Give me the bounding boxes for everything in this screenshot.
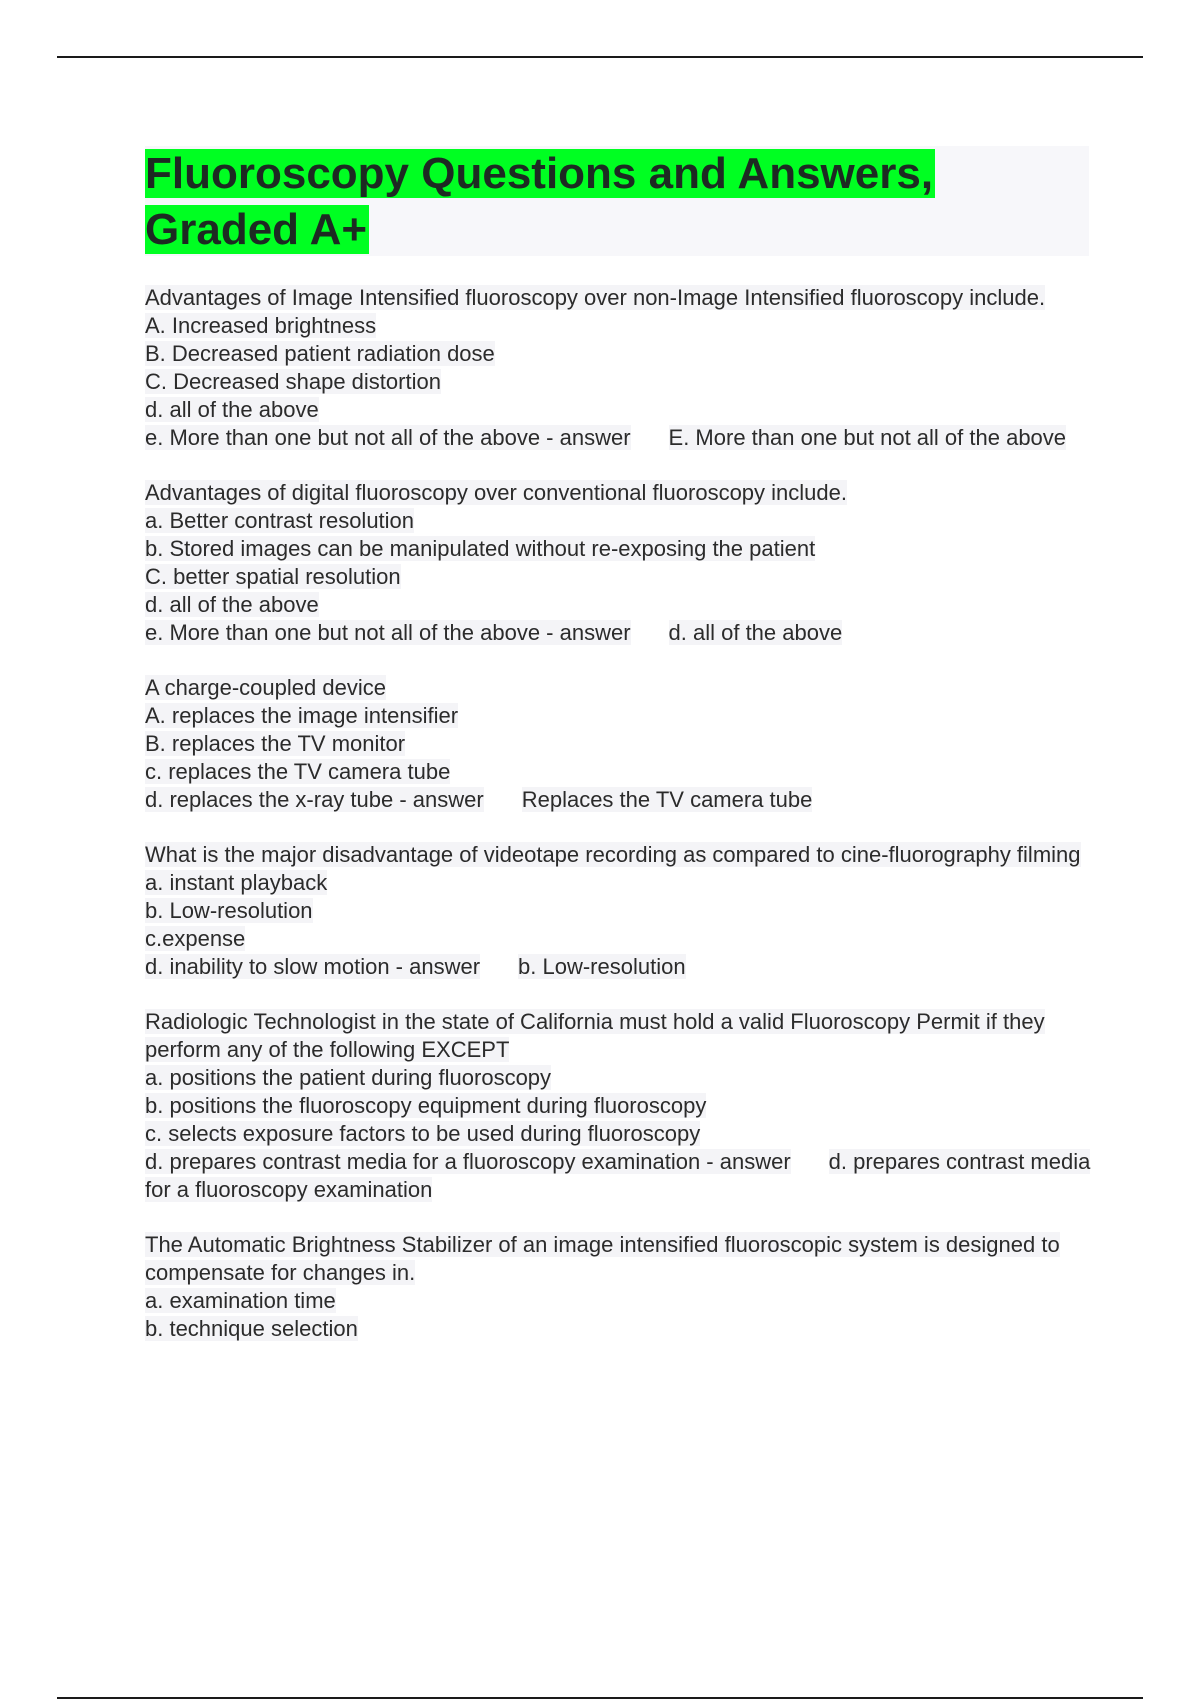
correct-answer: E. More than one but not all of the above [668, 425, 1067, 450]
answer-option: a. Better contrast resolution [145, 508, 415, 533]
answer-line: d. inability to slow motion - answer b. Low-resolution [145, 954, 686, 979]
question-text: The Automatic Brightness Stabilizer of an image intensified fluoroscopic system is designed to compensate for changes in. [145, 1232, 1060, 1285]
answer-option: a. instant playback [145, 870, 328, 895]
question-text: Advantages of digital fluoroscopy over conventional fluoroscopy include. [145, 480, 847, 505]
question-block [145, 1231, 1095, 1343]
correct-answer: Replaces the TV camera tube [521, 787, 813, 812]
answer-line: e. More than one but not all of the above - answer d. all of the above [145, 620, 843, 645]
question-block [145, 841, 1095, 981]
title-highlight: Fluoroscopy Questions and Answers, Graded A+ [145, 149, 934, 254]
answer-option: C. better spatial resolution [145, 564, 401, 589]
correct-answer: d. prepares contrast media for a fluoroscopy examination [145, 1149, 1091, 1202]
answer-option: B. replaces the TV monitor [145, 731, 406, 756]
question-text: Radiologic Technologist in the state of California must hold a valid Fluoroscopy Permit if they perform any of the following EXCEPT [145, 1009, 1045, 1062]
question-text: What is the major disadvantage of videotape recording as compared to cine-fluorography filming [145, 842, 1081, 867]
answer-option: c. selects exposure factors to be used during fluoroscopy [145, 1121, 701, 1146]
question-block [145, 1008, 1095, 1204]
page-title [145, 146, 1089, 258]
document-body [145, 284, 1095, 1370]
answer-option: a. positions the patient during fluoroscopy [145, 1065, 552, 1090]
answer-line: d. replaces the x-ray tube - answer Replaces the TV camera tube [145, 787, 813, 812]
bottom-rule [57, 1697, 1143, 1699]
question-text: A charge-coupled device [145, 675, 386, 700]
answer-option: c.expense [145, 926, 246, 951]
answer-option: a. examination time [145, 1288, 336, 1313]
answer-option: b. Stored images can be manipulated without re-exposing the patient [145, 536, 816, 561]
answer-option: C. Decreased shape distortion [145, 369, 441, 394]
question-block [145, 284, 1095, 452]
correct-answer: b. Low-resolution [518, 954, 686, 979]
answer-option: b. Low-resolution [145, 898, 313, 923]
answer-option: A. replaces the image intensifier [145, 703, 459, 728]
answer-option: B. Decreased patient radiation dose [145, 341, 495, 366]
correct-answer: d. all of the above [668, 620, 843, 645]
answer-option: b. positions the fluoroscopy equipment during fluoroscopy [145, 1093, 707, 1118]
answer-option: d. all of the above [145, 397, 319, 422]
answer-option: c. replaces the TV camera tube [145, 759, 451, 784]
answer-line: d. prepares contrast media for a fluoroscopy examination - answer d. prepares contrast media for a fluoroscopy examination [145, 1149, 1091, 1202]
answer-option: b. technique selection [145, 1316, 358, 1341]
answer-option: A. Increased brightness [145, 313, 377, 338]
question-text: Advantages of Image Intensified fluoroscopy over non-Image Intensified fluoroscopy include. [145, 285, 1046, 310]
question-block [145, 674, 1095, 814]
answer-option: d. all of the above [145, 592, 319, 617]
top-rule [57, 56, 1143, 58]
answer-line: e. More than one but not all of the above - answer E. More than one but not all of the above [145, 425, 1067, 450]
question-block [145, 479, 1095, 647]
title-block [145, 146, 1089, 256]
